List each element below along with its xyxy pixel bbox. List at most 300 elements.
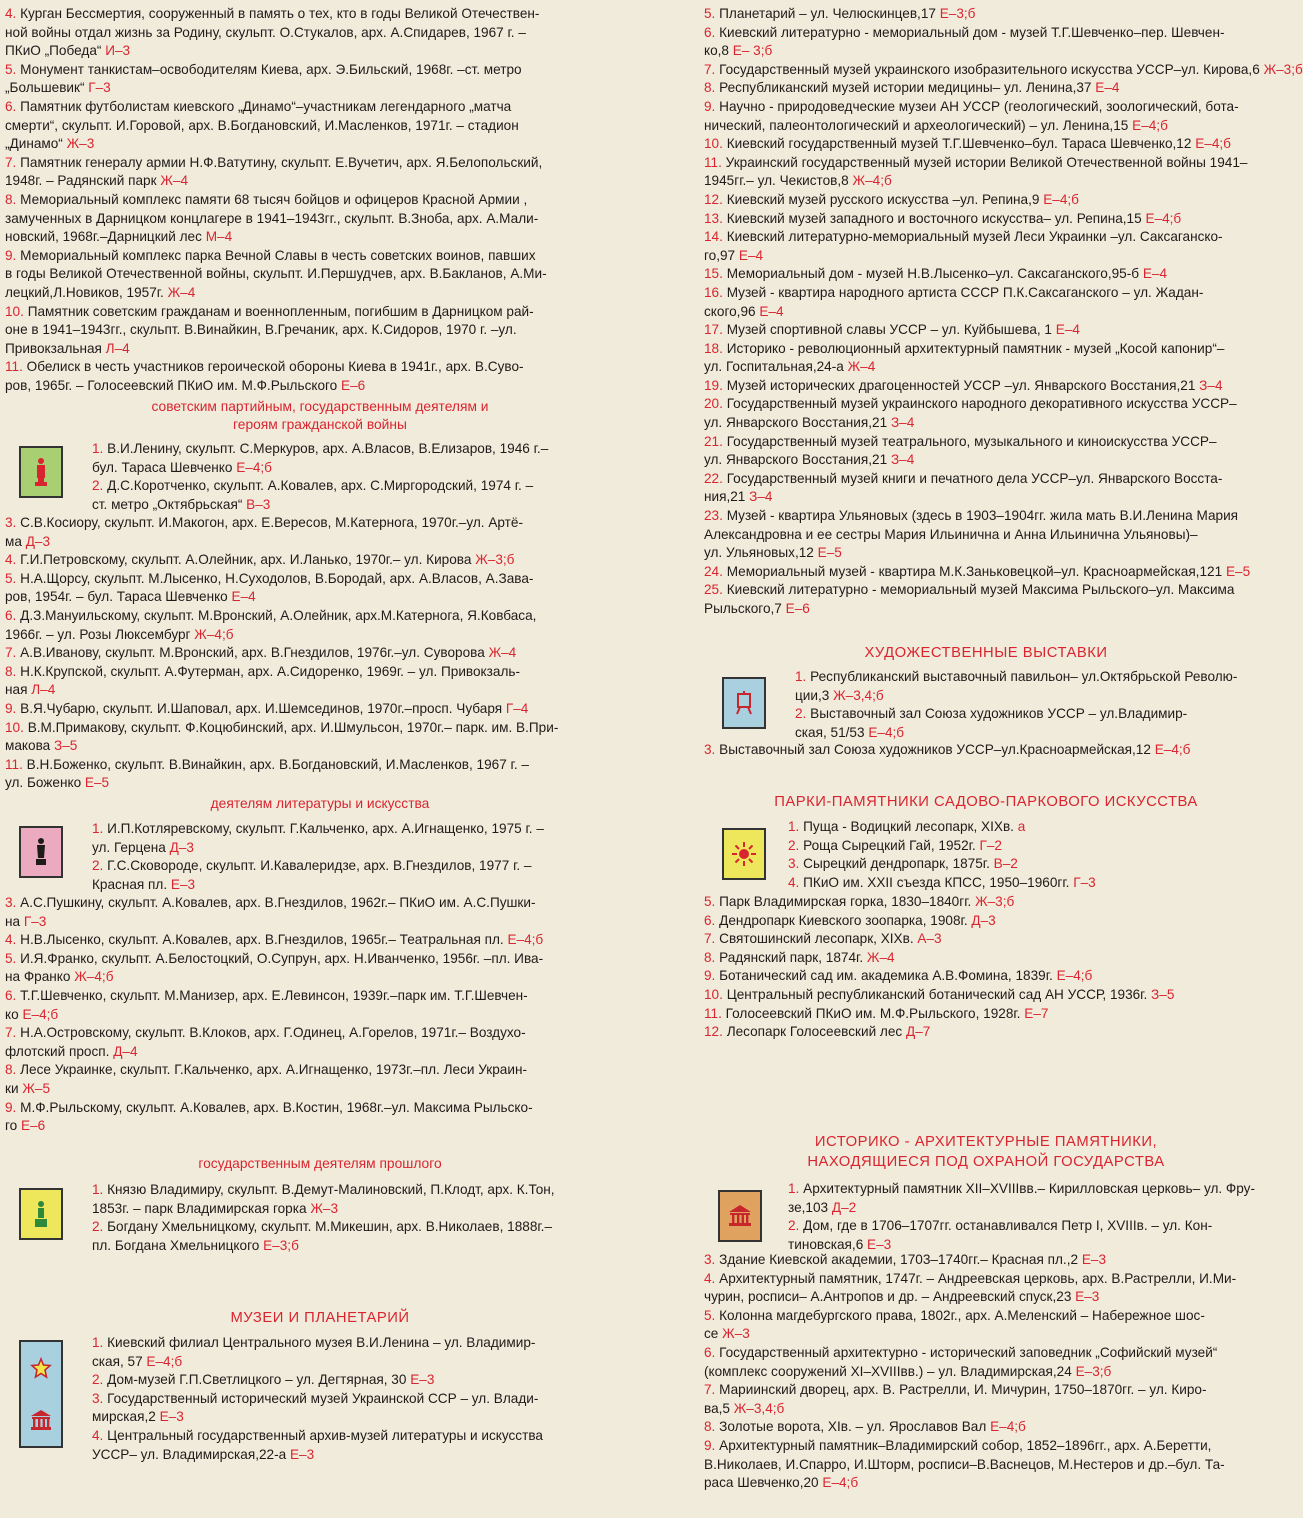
entry-item [5, 570, 636, 607]
entry-line [704, 265, 1272, 284]
exhibitions-list [704, 741, 1272, 760]
entry-text: Пуща - Водицкий лесопарк, XIXв. [803, 819, 1014, 834]
entry-text: Государственный музей книги и печатного дела УССР–ул. Январского Восста- [726, 470, 1223, 486]
entry-line [788, 855, 1272, 874]
entry-number: 19. [704, 377, 723, 393]
entry-text: на [5, 913, 21, 929]
entry-text: Монумент танкистам–освободителям Киева, арх. Э.Бильский, 1968г. –ст. метро [20, 61, 522, 77]
entry-line [704, 1307, 1272, 1326]
entry-line [704, 98, 1272, 117]
map-grid-code: Е–4;б [990, 1419, 1026, 1435]
entry-line [704, 321, 1272, 340]
entry-number: 23. [704, 508, 723, 524]
entry-item [704, 1251, 1272, 1270]
entry-text: ров, 1954г. – бул. Тараса Шевченко [5, 589, 228, 605]
entry-number: 7. [5, 154, 17, 170]
entry-text: Государственный музей украинского изобразительного искусства УССР–ул. Кирова,6 [719, 61, 1260, 77]
entry-text: ул. Ульяновых,12 [704, 545, 814, 561]
entry-number: 21. [704, 433, 723, 449]
entry-item [704, 5, 1272, 24]
entry-number: 9. [704, 98, 716, 114]
map-grid-code: Е–3 [1075, 1289, 1100, 1305]
entry-item [5, 987, 636, 1024]
entry-line [704, 600, 1272, 619]
temple-icon [727, 1204, 753, 1228]
entry-text: Парк Владимирская горка, 1830–1840гг. [719, 894, 972, 909]
entry-item [5, 644, 636, 663]
entry-text: зе,103 [788, 1199, 829, 1215]
entry-item [788, 818, 1272, 837]
map-grid-code: Ж–3 [66, 136, 95, 152]
entry-item [704, 154, 1272, 191]
entry-item [5, 514, 636, 551]
entry-number: 10. [704, 136, 723, 152]
entry-line [788, 1199, 1272, 1218]
entry-line [704, 79, 1272, 98]
entry-text: ки [5, 1080, 19, 1096]
entry-text: „Большевик“ [5, 80, 85, 96]
entry-line [704, 912, 1272, 931]
entry-item [788, 1180, 1272, 1217]
entry-line [92, 1181, 636, 1200]
entry-line [5, 913, 636, 932]
entry-line [5, 737, 636, 756]
entry-number: 9. [704, 968, 716, 984]
entry-item [5, 1099, 636, 1136]
map-grid-code: З–4 [890, 452, 915, 468]
entry-number: 25. [704, 582, 723, 598]
map-grid-code: Ж–3 [310, 1200, 339, 1216]
entry-item [704, 563, 1272, 582]
entry-text: Сырецкий дендропарк, 1875г. [803, 856, 990, 872]
entry-item [704, 930, 1272, 949]
heading-line: советским партийным, государственным деятелям и [151, 399, 489, 414]
entry-line [5, 340, 636, 359]
map-grid-code: Ж–4;б [74, 969, 114, 985]
entry-line [704, 1344, 1272, 1363]
entry-text: ко,8 [704, 43, 729, 59]
entry-line [704, 154, 1272, 173]
entry-item [795, 668, 1272, 705]
map-grid-code: Е–6 [21, 1118, 46, 1134]
entry-line [5, 172, 636, 191]
architecture-boxed-list [788, 1180, 1272, 1254]
entry-text: лецкий,Л.Новиков, 1957г. [5, 284, 164, 300]
entry-text: А.С.Пушкину, скульпт. А.Ковалев, арх. В.Гнездилов, 1962г.– ПКиО им. А.С.Пушки- [20, 895, 536, 910]
entry-line [5, 1061, 636, 1080]
statesmen-boxed-list [92, 1181, 636, 1255]
entry-item [5, 154, 636, 191]
entry-line [704, 1381, 1272, 1400]
entry-text: Дом-музей Г.П.Светлицкого – ул. Дегтярная, 30 [107, 1372, 407, 1388]
museums-list-part1 [92, 1334, 636, 1464]
entry-text: УССР– ул. Владимирская,22-а [92, 1446, 287, 1462]
entry-line [5, 358, 636, 377]
map-grid-code: Е–4;б [868, 724, 905, 740]
entry-number: 2. [788, 837, 800, 853]
entry-text: Музей спортивной славы УССР – ул. Куйбышева, 1 [726, 322, 1052, 338]
entry-item [704, 1270, 1272, 1307]
entry-line [5, 626, 636, 645]
entry-line [704, 930, 1272, 949]
star-flower-icon [30, 1357, 52, 1379]
entry-line [795, 705, 1272, 724]
entry-item [5, 700, 636, 719]
entry-line [704, 340, 1272, 359]
entry-number: 1. [92, 441, 104, 456]
entry-text: ПКиО им. XXII съезда КПСС, 1950–1960гг. [803, 874, 1070, 890]
entry-line [5, 228, 636, 247]
entry-text: се [704, 1326, 719, 1342]
entry-line [704, 949, 1272, 968]
entry-text: Ботанический сад им. академика А.В.Фомина, 1839г. [719, 968, 1053, 984]
entry-item [92, 1218, 636, 1255]
exhibitions-boxed-list [795, 668, 1272, 742]
entry-text: Здание Киевской академии, 1703–1740гг.– Красная пл.,2 [719, 1252, 1079, 1267]
entry-item [704, 321, 1272, 340]
map-grid-code: Е–3 [1081, 1252, 1107, 1267]
map-grid-code: Л–4 [105, 340, 130, 356]
entry-line [92, 440, 636, 459]
entry-text: Дендропарк Киевского зоопарка, 1908г. [719, 912, 968, 928]
entry-number: 7. [704, 1382, 716, 1398]
entry-number: 6. [704, 24, 716, 40]
arts-list [5, 894, 636, 1136]
entry-text: Центральный республиканский ботанический сад АН УССР, 1936г. [726, 986, 1148, 1002]
entry-line [92, 839, 636, 858]
entry-line [5, 931, 636, 950]
entry-line [5, 265, 636, 284]
entry-text: Александровна и ее сестры Мария Ильинична и Анна Ильинична Ульяновы)– [704, 526, 1198, 542]
entry-item [5, 607, 636, 644]
entry-text: Золотые ворота, XIв. – ул. Ярославов Вал [719, 1419, 987, 1435]
heading-architecture [700, 1132, 1272, 1172]
entry-number: 10. [5, 303, 24, 319]
entry-line [5, 1043, 636, 1062]
map-grid-code: Е–4;б [1132, 117, 1168, 133]
entry-line [5, 950, 636, 969]
entry-line [704, 1456, 1272, 1475]
entry-line [5, 61, 636, 80]
map-grid-code: Е–3;б [263, 1237, 299, 1253]
entry-number: 10. [704, 986, 723, 1002]
entry-text: тиновская,6 [788, 1236, 864, 1252]
entry-text: ров, 1965г. – Голосеевский ПКиО им. М.Ф.Рыльского [5, 377, 338, 393]
entry-line [92, 1446, 636, 1465]
entry-item [704, 986, 1272, 1005]
entry-line [704, 488, 1272, 507]
entry-text: ул. Январского Восстания,21 [704, 452, 888, 468]
entry-text: Богдану Хмельницкому, скульпт. М.Микешин, арх. В.Николаев, 1888г.– [107, 1219, 553, 1235]
entry-number: 24. [704, 563, 723, 579]
entry-text: Архитектурный памятник, 1747г. – Андреевская церковь, арх. В.Растрелли, И.Ми- [719, 1270, 1237, 1286]
entry-number: 4. [5, 6, 17, 21]
entry-text: ул. Боженко [5, 775, 82, 791]
entry-line [704, 1418, 1272, 1437]
map-grid-code: Е–4;б [1154, 742, 1191, 757]
entry-line [704, 24, 1272, 43]
entry-text: Музей - квартира Ульяновых (здесь в 1903–1904гг. жила мать В.И.Ленина Мария [726, 508, 1239, 524]
entry-text: В.И.Ленину, скульпт. С.Меркуров, арх. А.Власов, В.Елизаров, 1946 г.– [107, 441, 549, 456]
entry-line [92, 1218, 636, 1237]
entry-number: 6. [5, 987, 17, 1003]
entry-number: 11. [5, 359, 23, 375]
war-memorials-list [5, 5, 636, 395]
entry-item [704, 98, 1272, 135]
entry-text: Архитектурный памятник XII–XVIIIвв.– Кирилловская церковь– ул. Фру- [803, 1181, 1255, 1196]
map-grid-code: Е–4;б [22, 1006, 59, 1022]
entry-item [92, 1390, 636, 1427]
entry-line [704, 42, 1272, 61]
entry-text: В.Я.Чубарю, скульпт. И.Шаповал, арх. И.Шемсединов, 1970г.–просп. Чубаря [20, 700, 503, 716]
entry-number: 1. [92, 821, 104, 836]
entry-text: 1966г. – ул. Розы Люксембург [5, 626, 191, 642]
entry-line [704, 1400, 1272, 1419]
entry-line [5, 987, 636, 1006]
entry-line [704, 358, 1272, 377]
entry-number: 4. [704, 1270, 716, 1286]
entry-text: Киевский государственный музей Т.Г.Шевченко–бул. Тараса Шевченко,12 [726, 136, 1192, 152]
entry-item [788, 837, 1272, 856]
entry-line [5, 1099, 636, 1118]
entry-line [704, 893, 1272, 912]
entry-item [5, 931, 636, 950]
heading-museums [0, 1308, 640, 1328]
entry-line [92, 1353, 636, 1372]
architecture-list [704, 1251, 1272, 1493]
entry-text: 1853г. – парк Владимирская горка [92, 1200, 307, 1216]
map-grid-code: Д–3 [971, 912, 996, 928]
entry-line [5, 321, 636, 340]
map-grid-code: Е–4 [1095, 80, 1120, 96]
entry-number: 1. [795, 669, 807, 684]
entry-line [92, 1390, 636, 1409]
map-grid-code: Г–2 [979, 837, 1002, 853]
entry-line [5, 303, 636, 322]
entry-text: Обелиск в честь участников героической обороны Киева в 1941г., арх. В.Суво- [26, 359, 524, 375]
sun-icon [731, 841, 757, 867]
entry-text: В.М.Примакову, скульпт. Ф.Коцюбинский, арх. И.Шмульсон, 1970г.– парк. им. В.При- [27, 719, 559, 735]
entry-item [704, 191, 1272, 210]
entry-line [704, 1270, 1272, 1289]
entry-item [5, 247, 636, 303]
entry-text: Музей исторических драгоценностей УССР –ул. Январского Восстания,21 [726, 377, 1196, 393]
map-grid-code: Ж–4 [167, 284, 196, 300]
entry-text: ма [5, 533, 22, 549]
entry-text: в годы Великой Отечественной войны, скульпт. И.Першудчев, арх. В.Бакланов, А.Ми- [5, 266, 547, 282]
entry-item [5, 1024, 636, 1061]
entry-line [704, 986, 1272, 1005]
entry-number: 8. [5, 1062, 17, 1078]
entry-item [704, 340, 1272, 377]
entry-text: ская, 51/53 [795, 724, 865, 740]
map-grid-code: Г–3 [23, 913, 47, 929]
entry-number: 6. [704, 912, 716, 928]
entry-line [5, 700, 636, 719]
entry-line [704, 135, 1272, 154]
entry-line [92, 857, 636, 876]
entry-number: 2. [92, 858, 104, 874]
entry-number: 3. [788, 856, 800, 872]
entry-item [92, 1334, 636, 1371]
entry-text: Н.А.Островскому, скульпт. В.Клоков, арх. Г.Одинец, А.Горелов, 1971г.– Воздухо- [20, 1025, 526, 1041]
entry-text: ул. Госпитальная,24-а [704, 359, 844, 375]
icon-box-exhibitions [722, 677, 766, 729]
entry-number: 8. [704, 949, 716, 965]
entry-text: Н.К.Крупской, скульпт. А.Футерман, арх. А.Сидоренко, 1969г. – ул. Привокзаль- [20, 663, 520, 679]
entry-line [704, 172, 1272, 191]
map-grid-code: В–2 [993, 856, 1018, 872]
map-grid-code: Е–4;б [507, 932, 544, 948]
entry-number: 20. [704, 396, 723, 412]
entry-line [92, 477, 636, 496]
entry-text: Центральный государственный архив-музей литературы и искусства [107, 1427, 543, 1443]
map-grid-code: Е–7 [1024, 1005, 1049, 1021]
entry-item [5, 551, 636, 570]
entry-number: 3. [5, 895, 17, 910]
entry-line [5, 135, 636, 154]
map-grid-code: А–3 [917, 931, 942, 947]
entry-text: ПКиО „Победа“ [5, 43, 102, 59]
entry-line [704, 544, 1272, 563]
entry-line [5, 154, 636, 173]
heading-line: ХУДОЖЕСТВЕННЫЕ ВЫСТАВКИ [864, 645, 1108, 661]
entry-line [788, 837, 1272, 856]
entry-text: Выставочный зал Союза художников УССР–ул.Красноармейская,12 [719, 742, 1151, 757]
entry-item [704, 1381, 1272, 1418]
entry-line [5, 756, 636, 775]
museum-building-icon [29, 1409, 53, 1431]
entry-item [5, 894, 636, 931]
entry-number: 18. [704, 340, 723, 356]
map-grid-code: Е–4;б [1043, 191, 1079, 207]
map-grid-code: Ж–4 [488, 645, 517, 661]
entry-text: Мариинский дворец, арх. В. Растрелли, И. Мичурин, 1750–1870гг. – ул. Киро- [719, 1382, 1207, 1398]
entry-line [704, 1474, 1272, 1493]
entry-item [704, 210, 1272, 229]
entry-text: Колонна магдебургского права, 1802г., арх. А.Меленский – Набережное шос- [719, 1307, 1205, 1323]
heading-line: героям гражданской войны [233, 417, 407, 432]
map-grid-code: Е–5 [817, 545, 842, 561]
entry-text: Мемориальный музей - квартира М.К.Заньковецкой–ул. Красноармейская,121 [726, 563, 1223, 579]
entry-item [5, 303, 636, 359]
entry-line [704, 191, 1272, 210]
entry-text: Д.С.Коротченко, скульпт. А.Ковалев, арх. С.Миргородский, 1974 г. – [107, 478, 534, 494]
icon-box-museums [19, 1340, 63, 1448]
entry-text: ко [5, 1006, 19, 1022]
entry-line [704, 1363, 1272, 1382]
map-grid-code: Ж–4;б [194, 626, 234, 642]
map-grid-code: Г–3 [88, 80, 111, 96]
entry-item [788, 874, 1272, 893]
entry-number: 22. [704, 470, 723, 486]
entry-number: 16. [704, 284, 723, 300]
entry-text: Государственный архитектурно - исторический заповедник „Софийский музей“ [719, 1344, 1218, 1360]
entry-number: 4. [5, 932, 17, 948]
entry-text: Киевский музей русского искусства –ул. Репина,9 [726, 191, 1040, 207]
entry-line [704, 61, 1303, 80]
entry-text: Т.Г.Шевченко, скульпт. М.Манизер, арх. Е.Левинсон, 1939г.–парк им. Т.Г.Шевчен- [20, 987, 528, 1003]
entry-line [704, 284, 1272, 303]
arts-boxed-list [92, 820, 636, 894]
entry-text: (комплекс сооружений XI–XVIIIвв.) – ул. Владимирская,24 [704, 1363, 1072, 1379]
entry-text: Архитектурный памятник–Владимирский собор, 1852–1896гг., арх. А.Беретти, [719, 1437, 1212, 1453]
map-grid-code: Е–4;б [1056, 968, 1093, 984]
entry-text: Республиканский музей истории медицины– ул. Ленина,37 [719, 80, 1092, 96]
entry-number: 3. [5, 515, 17, 530]
entry-number: 7. [704, 931, 716, 947]
entry-item [704, 741, 1272, 760]
entry-item [704, 284, 1272, 321]
museums-list-part2 [704, 5, 1303, 619]
entry-number: 7. [704, 61, 716, 77]
entry-text: Г.С.Сковороде, скульпт. И.Кавалеридзе, арх. В.Гнездилов, 1977 г. – [107, 858, 532, 874]
map-grid-code: Д–4 [113, 1043, 138, 1059]
entry-number: 8. [704, 80, 716, 96]
entry-number: 6. [704, 1344, 716, 1360]
icon-box-statesmen [19, 1188, 63, 1240]
map-grid-code: Ж–3;б [975, 894, 1015, 909]
entry-line [92, 1427, 636, 1446]
entry-text: „Динамо“ [5, 136, 63, 152]
entry-line [704, 1288, 1272, 1307]
entry-text: М.Ф.Рыльскому, скульпт. А.Ковалев, арх. В.Костин, 1968г.–ул. Максима Рыльско- [20, 1099, 533, 1115]
entry-item [704, 24, 1272, 61]
map-grid-code: Г–3 [1073, 874, 1096, 890]
entry-item [92, 857, 636, 894]
entry-item [704, 1023, 1272, 1042]
entry-line [788, 874, 1272, 893]
icon-box-party [19, 446, 63, 498]
entry-number: 3. [704, 742, 716, 757]
entry-line [5, 79, 636, 98]
lenin-figure-icon [31, 456, 51, 488]
map-grid-code: Ж–3;б [1263, 61, 1303, 77]
entry-text: Выставочный зал Союза художников УССР – ул.Владимир- [810, 706, 1188, 722]
entry-text: 1945гг.– ул. Чекистов,8 [704, 173, 849, 189]
entry-text: Киевский филиал Центрального музея В.И.Ленина – ул. Владимир- [107, 1335, 536, 1350]
entry-text: ул. Январского Восстания,21 [704, 415, 888, 431]
entry-number: 3. [92, 1390, 104, 1406]
entry-line [92, 1371, 636, 1390]
entry-number: 11. [5, 756, 23, 772]
entry-line [788, 1217, 1272, 1236]
entry-text: Музей - квартира народного артиста СССР П.К.Саксаганского – ул. Жадан- [726, 284, 1204, 300]
entry-text: го [5, 1118, 18, 1134]
entry-item [92, 440, 636, 477]
entry-line [788, 818, 1272, 837]
entry-item [92, 1371, 636, 1390]
entry-line [5, 1024, 636, 1043]
entry-text: смерти“, скульпт. И.Горовой, арх. В.Богдановский, И.Масленков, 1971г. – стадион [5, 117, 519, 133]
entry-line [5, 968, 636, 987]
entry-line [704, 414, 1272, 433]
entry-text: В.Н.Боженко, скульпт. В.Винайкин, арх. В.Богдановский, И.Масленков, 1967 г. – [26, 756, 529, 772]
entry-number: 2. [92, 478, 104, 494]
party-list [5, 514, 636, 793]
entry-line [5, 24, 636, 43]
entry-item [704, 377, 1272, 396]
muse-figure-icon [31, 836, 51, 868]
entry-text: макова [5, 738, 51, 754]
entry-number: 4. [5, 552, 17, 568]
entry-line [704, 228, 1272, 247]
entry-line [704, 247, 1272, 266]
entry-item [704, 135, 1272, 154]
entry-line [5, 570, 636, 589]
entry-text: нический, палеонтологический и археологический) – ул. Ленина,15 [704, 117, 1129, 133]
entry-item [704, 949, 1272, 968]
